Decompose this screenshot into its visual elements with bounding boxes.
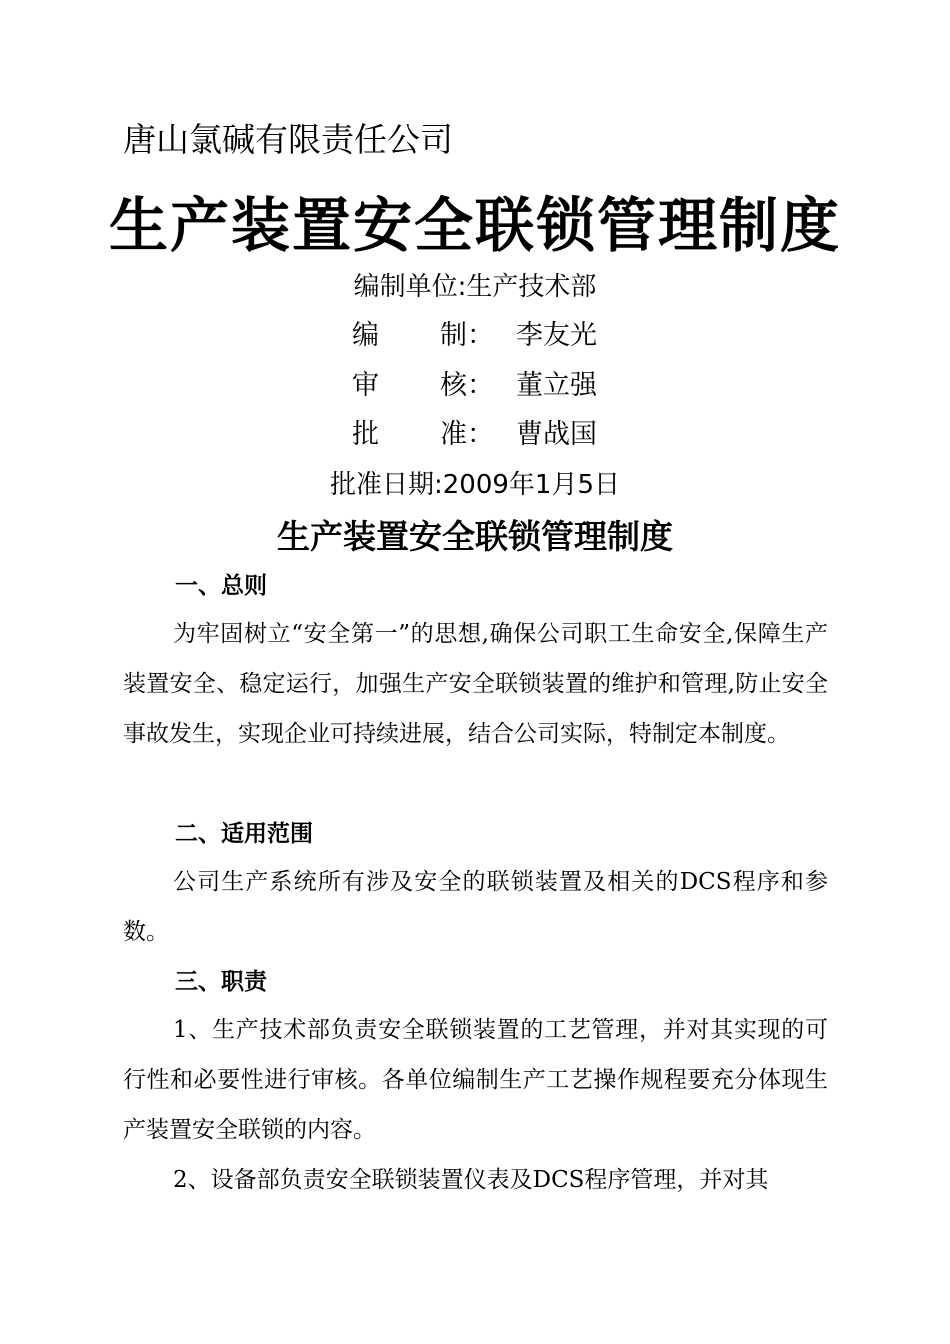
signature-role-char: 批	[352, 419, 379, 450]
signature-role-char: 制：	[440, 320, 494, 351]
body-title: 生产装置安全联锁管理制度	[277, 517, 673, 556]
main-title: 生产装置安全联锁管理制度	[108, 191, 841, 260]
signature-compiler	[352, 318, 597, 354]
signature-role-char: 审	[352, 370, 379, 401]
signature-name: 曹战国	[516, 419, 597, 450]
compiling-unit: 编制单位:生产技术部	[353, 272, 597, 302]
responsibility-paragraph-1: 1、生产技术部负责安全联锁装置的工艺管理，并对其实现的可行性和必要性进行审核。各单位编制生产工艺操作规程要充分体现生产装置安全联锁的内容。	[123, 1017, 828, 1143]
signature-role-char: 核：	[440, 370, 494, 401]
signature-role-char: 准：	[440, 419, 494, 450]
signature-approver	[352, 417, 597, 453]
section-paragraph-scope: 公司生产系统所有涉及安全的联锁装置及相关的DCS程序和参数。	[123, 869, 828, 945]
signature-reviewer	[352, 368, 597, 404]
section-heading-scope: 二、适用范围	[175, 820, 313, 847]
signature-name: 李友光	[516, 320, 597, 351]
company-name: 唐山氯碱有限责任公司	[123, 120, 453, 159]
approval-date: 批准日期:2009年1月5日	[329, 470, 620, 500]
section-heading-general: 一、总则	[175, 572, 267, 599]
section-paragraph-general: 为牢固树立“安全第一”的思想,确保公司职工生命安全,保障生产装置安全、稳定运行，加强生产安全联锁装置的维护和管理,防止安全事故发生，实现企业可持续进展，结合公司实际，特制定本制度。	[123, 621, 828, 747]
signature-name: 董立强	[516, 370, 597, 401]
section-heading-responsibilities: 三、职责	[175, 968, 267, 995]
responsibility-paragraph-2: 2、设备部负责安全联锁装置仪表及DCS程序管理，并对其	[173, 1167, 769, 1193]
signature-role-char: 编	[352, 320, 379, 351]
